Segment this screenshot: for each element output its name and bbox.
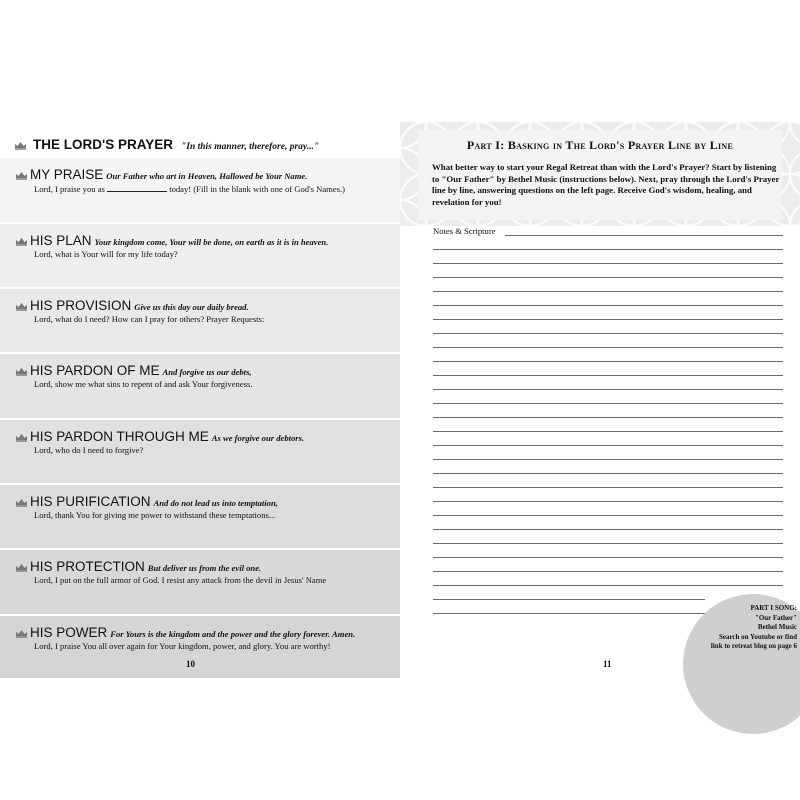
prayer-section <box>0 616 400 678</box>
writing-line[interactable] <box>433 557 783 558</box>
writing-line[interactable] <box>433 473 783 474</box>
section-heading <box>15 232 328 250</box>
section-verse: Give us this day our daily bread. <box>134 302 249 312</box>
section-name: HIS PLAN <box>30 233 92 248</box>
section-prompt-line <box>34 641 331 651</box>
prayer-section <box>0 485 400 548</box>
section-prompt: Lord, what do I need? How can I pray for others? Prayer Requests: <box>34 314 265 324</box>
section-verse: As we forgive our debtors. <box>211 433 305 443</box>
section-prompt-line <box>34 183 345 194</box>
writing-line[interactable] <box>433 291 783 292</box>
right-page <box>400 122 800 678</box>
book-spread <box>0 122 800 678</box>
song-line-3: Bethel Music <box>757 623 797 632</box>
section-heading <box>15 297 249 315</box>
part-title: Part I: Basking in The Lord's Prayer Line by Line <box>466 138 734 152</box>
section-heading <box>15 428 304 446</box>
writing-line[interactable] <box>433 431 783 432</box>
section-heading <box>15 558 261 576</box>
section-heading <box>15 166 307 184</box>
prayer-section <box>0 354 400 418</box>
left-page-title <box>14 136 394 158</box>
writing-line[interactable] <box>433 571 783 572</box>
writing-line[interactable] <box>433 599 705 600</box>
song-line-1: PART I SONG: <box>750 604 797 612</box>
writing-line[interactable] <box>433 459 783 460</box>
writing-line[interactable] <box>505 235 783 236</box>
writing-line[interactable] <box>433 347 783 348</box>
section-prompt: Lord, who do I need to forgive? <box>34 445 144 455</box>
writing-line[interactable] <box>433 361 783 362</box>
prayer-section <box>0 224 400 287</box>
writing-line[interactable] <box>433 613 705 614</box>
crown-icon <box>15 302 28 311</box>
notes-label: Notes & Scripture <box>433 226 496 236</box>
crown-icon <box>15 367 28 376</box>
section-prompt-line <box>34 510 275 520</box>
crown-icon <box>15 433 28 442</box>
crown-icon <box>15 237 28 246</box>
section-heading <box>15 624 355 642</box>
crown-icon <box>15 563 28 572</box>
section-name: HIS PARDON OF ME <box>30 363 160 378</box>
song-line-4: Search on Youtube or find <box>718 632 797 641</box>
writing-line[interactable] <box>433 445 783 446</box>
prayer-section <box>0 158 400 222</box>
section-prompt: Lord, I put on the full armor of God. I resist any attack from the devil in Jesus' Name <box>34 575 327 585</box>
writing-line[interactable] <box>433 417 783 418</box>
writing-line[interactable] <box>433 249 783 250</box>
writing-line[interactable] <box>433 333 783 334</box>
writing-line[interactable] <box>433 585 783 586</box>
section-name: HIS POWER <box>30 625 108 640</box>
page-number-right: 11 <box>603 659 612 669</box>
writing-line[interactable] <box>433 543 783 544</box>
section-name: HIS PROTECTION <box>30 559 145 574</box>
prayer-section <box>0 289 400 352</box>
section-prompt-line <box>34 314 264 324</box>
section-name: HIS PROVISION <box>30 298 132 313</box>
song-line-2: "Our Father" <box>754 613 797 622</box>
section-verse: Our Father who art in Heaven, Hallowed be Your Name. <box>106 171 308 181</box>
section-prompt-pre: Lord, I praise you as <box>34 184 105 194</box>
crown-icon <box>15 171 28 180</box>
crown-icon <box>14 141 27 150</box>
section-heading <box>15 362 252 380</box>
song-info <box>685 604 797 652</box>
section-prompt-line <box>34 249 178 259</box>
section-prompt-post: today! (Fill in the blank with one of God's Names.) <box>169 184 345 194</box>
left-page <box>0 122 400 678</box>
writing-line[interactable] <box>433 515 783 516</box>
section-prompt-line <box>34 445 143 455</box>
song-line-5: link to retreat blog on page 6 <box>710 642 797 651</box>
prayer-section <box>0 420 400 483</box>
writing-line[interactable] <box>433 501 783 502</box>
writing-line[interactable] <box>433 263 783 264</box>
section-name: HIS PURIFICATION <box>30 494 151 509</box>
writing-line[interactable] <box>433 305 783 306</box>
writing-line[interactable] <box>433 403 783 404</box>
section-verse: And forgive us our debts, <box>162 367 252 377</box>
writing-line[interactable] <box>433 389 783 390</box>
writing-line[interactable] <box>433 375 783 376</box>
section-prompt: Lord, show me what sins to repent of and ask Your forgiveness. <box>34 379 253 389</box>
section-prompt: Lord, thank You for giving me power to withstand these temptations... <box>34 510 276 520</box>
page-number-left: 10 <box>186 659 195 669</box>
writing-line[interactable] <box>433 319 783 320</box>
title-verse: "In this manner, therefore, pray..." <box>180 142 320 152</box>
section-verse: And do not lead us into temptation, <box>153 498 278 508</box>
writing-line[interactable] <box>433 529 783 530</box>
section-verse: But deliver us from the evil one. <box>147 563 262 573</box>
section-verse: For Yours is the kingdom and the power and the glory forever. Amen. <box>110 629 356 639</box>
section-name: HIS PARDON THROUGH ME <box>30 429 209 444</box>
section-heading <box>15 493 278 511</box>
crown-icon <box>15 629 28 638</box>
section-name: MY PRAISE <box>30 167 104 182</box>
title-heading: THE LORD'S PRAYER <box>33 137 173 152</box>
section-prompt: Lord, I praise You all over again for Your kingdom, power, and glory. You are worthy! <box>34 641 331 651</box>
fill-in-blank[interactable] <box>107 183 167 192</box>
writing-line[interactable] <box>433 277 783 278</box>
writing-line[interactable] <box>433 487 783 488</box>
section-prompt: Lord, what is Your will for my life today? <box>34 249 178 259</box>
section-prompt-line <box>34 575 326 585</box>
title-banner <box>400 122 800 226</box>
section-prompt-line <box>34 379 252 389</box>
part-intro: What better way to start your Regal Retreat than with the Lord's Prayer? Start by listening to "Our Father" by Bethel Music (instructions below). Next, pray through the Lord's Prayer line by line, answering questions on the left page. Receive God's wisdom, healing, and revelation for you! <box>432 162 780 207</box>
section-verse: Your kingdom come, Your will be done, on earth as it is in heaven. <box>94 237 329 247</box>
crown-icon <box>15 498 28 507</box>
prayer-section <box>0 550 400 614</box>
